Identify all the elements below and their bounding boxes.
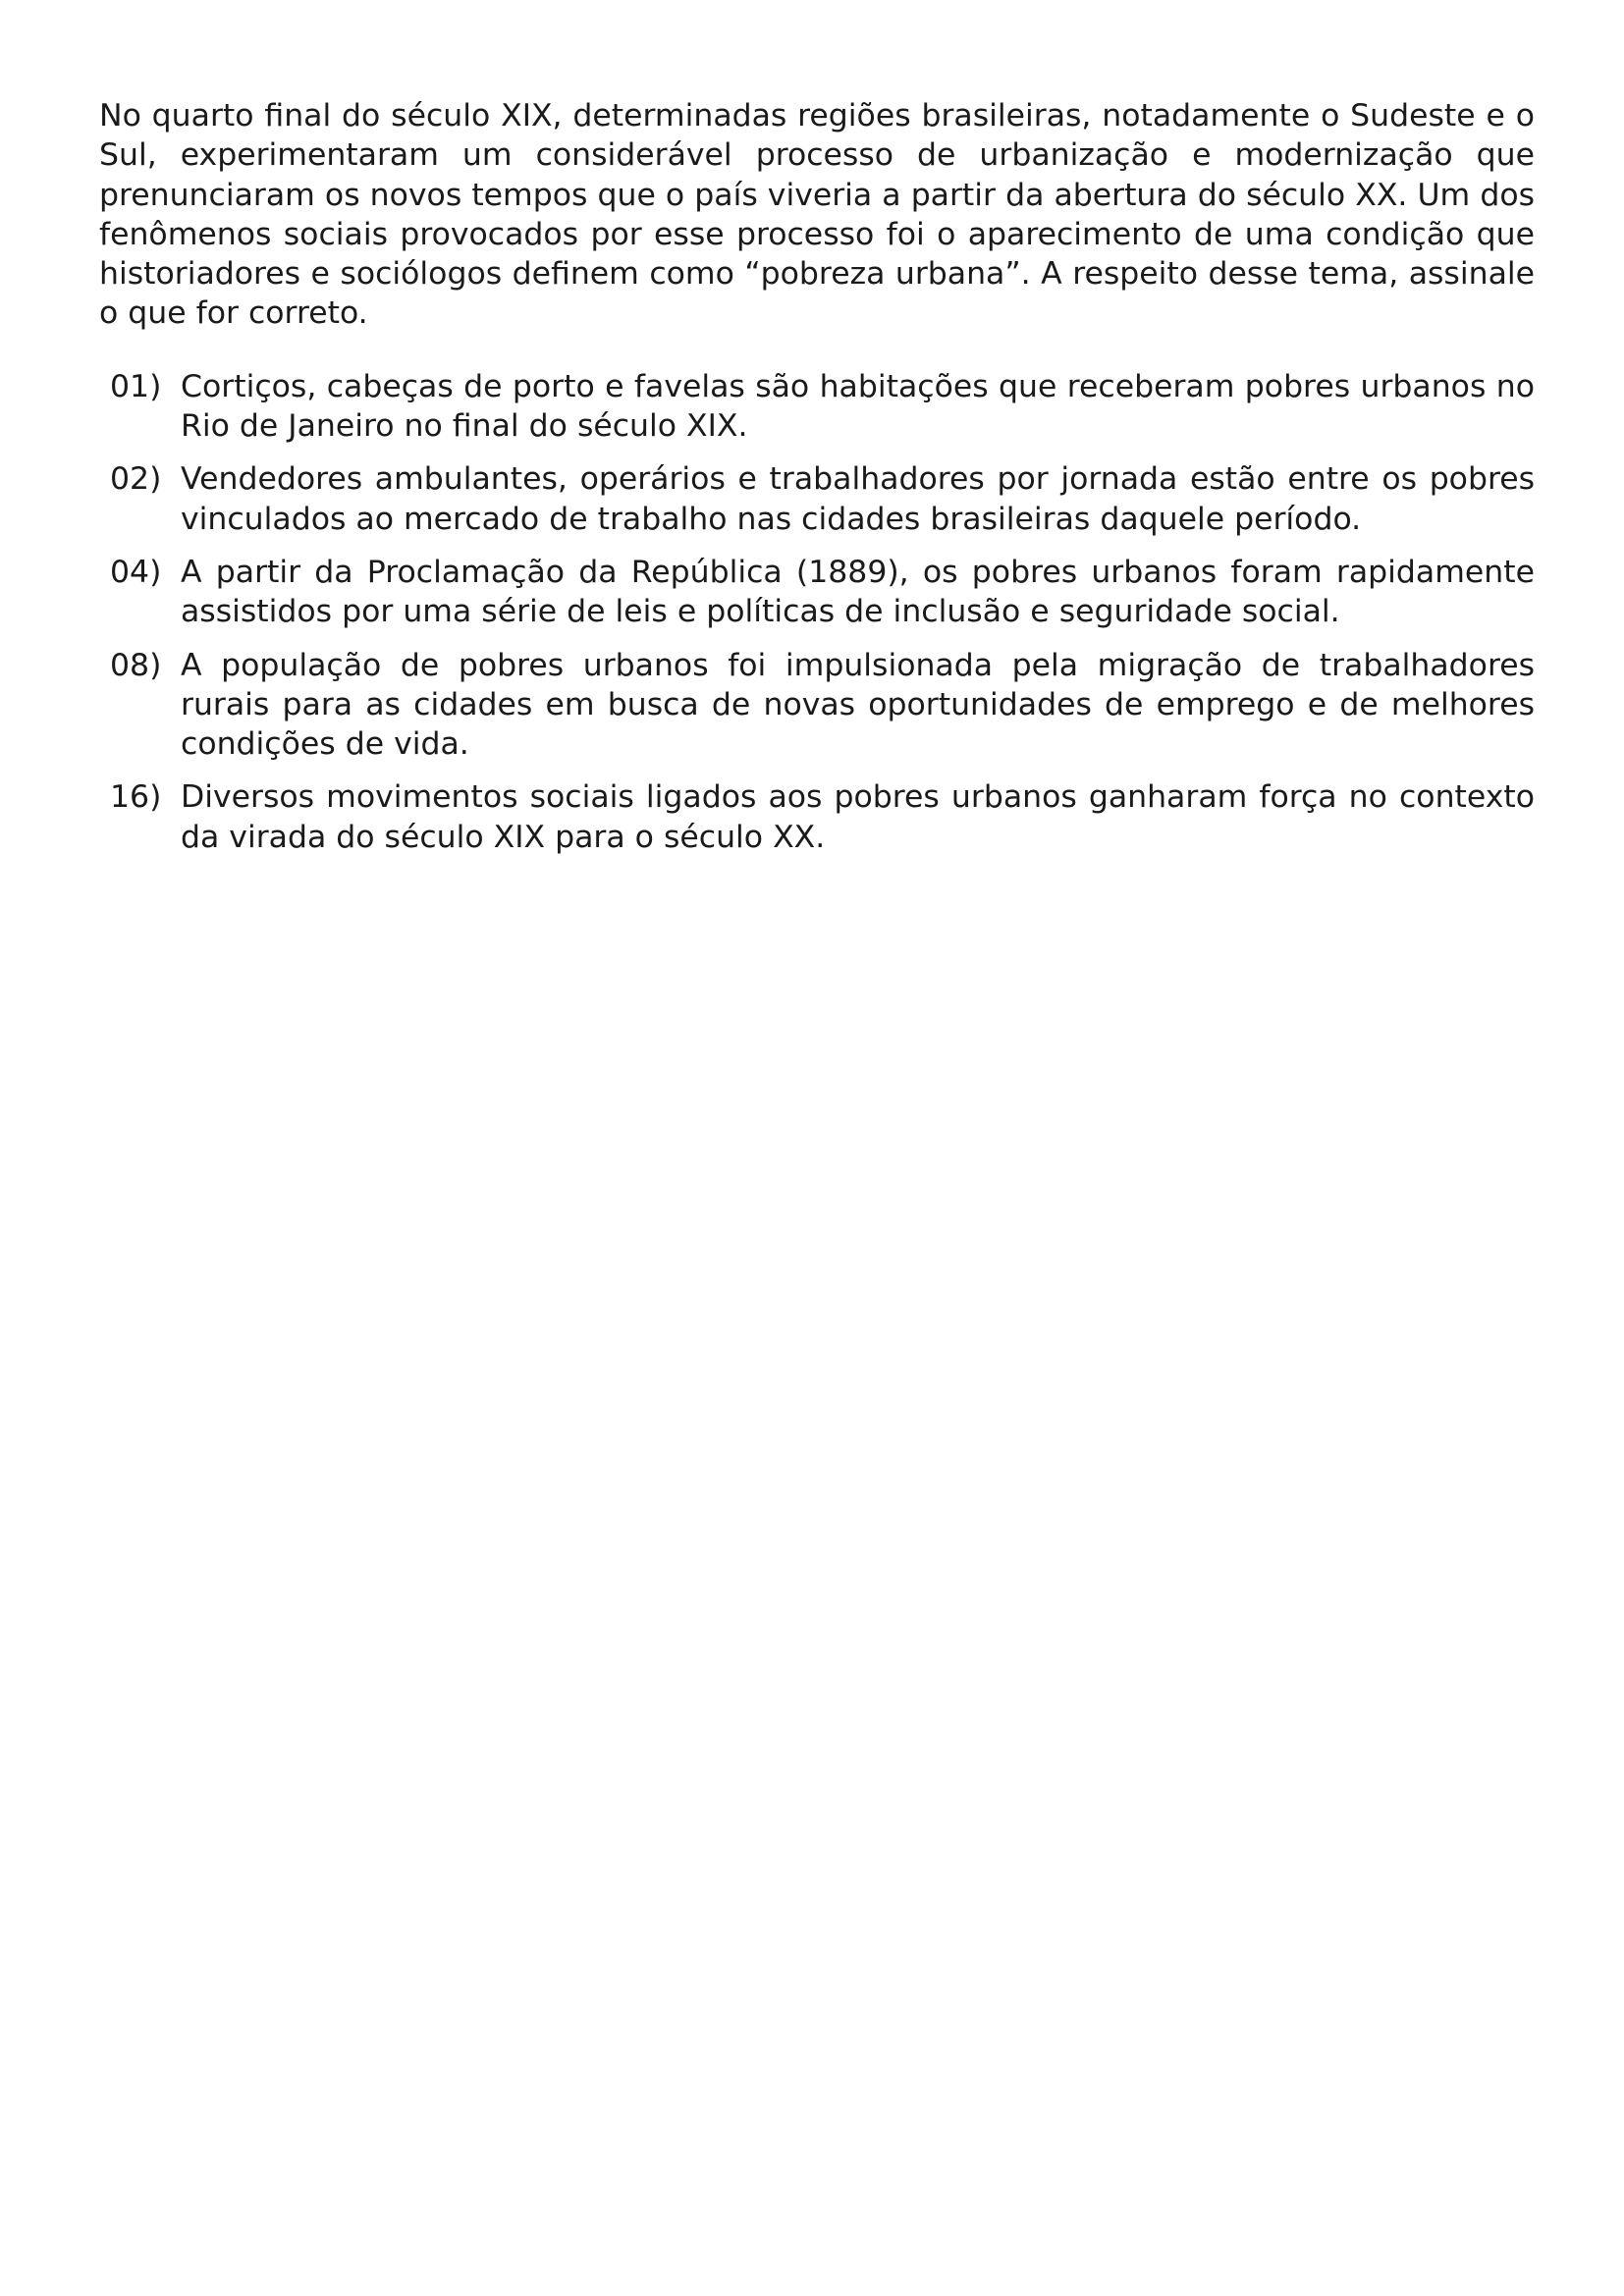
option-text: Cortiços, cabeças de porto e favelas são habitações que receberam pobres urbanos no Rio de Janeiro no final do século XIX. xyxy=(181,368,1535,445)
option-number: 08) xyxy=(110,647,162,683)
option-04 xyxy=(99,553,1535,632)
option-text: Diversos movimentos sociais ligados aos pobres urbanos ganharam força no contexto da virada do século XIX para o século XX. xyxy=(181,779,1535,855)
option-number: 16) xyxy=(110,779,162,816)
option-number: 02) xyxy=(110,461,162,498)
option-number: 04) xyxy=(110,554,162,590)
option-02 xyxy=(99,459,1535,539)
option-number: 01) xyxy=(110,368,162,404)
question-stem: No quarto final do século XIX, determinadas regiões brasileiras, notadamente o Sudeste e o Sul, experimentaram um considerável processo de urbanização e modernização que prenunciaram os novos tempos que o país viveria a partir da abertura do século XX. Um dos fenômenos sociais provocados por esse processo foi o aparecimento de uma condição que historiadores e sociólogos definem como “pobreza urbana”. A respeito desse tema, assinale o que for correto. xyxy=(99,98,1535,332)
option-text: A população de pobres urbanos foi impulsionada pela migração de trabalhadores rurais para as cidades em busca de novas oportunidades de emprego e de melhores condições de vida. xyxy=(181,647,1535,763)
option-text: Vendedores ambulantes, operários e trabalhadores por jornada estão entre os pobres vinculados ao mercado de trabalho nas cidades brasileiras daquele período. xyxy=(181,461,1535,537)
document-page xyxy=(99,96,1535,871)
option-08 xyxy=(99,646,1535,765)
option-text: A partir da Proclamação da República (1889), os pobres urbanos foram rapidamente assistidos por uma série de leis e políticas de inclusão e seguridade social. xyxy=(181,554,1535,630)
option-16 xyxy=(99,777,1535,857)
answer-options-list xyxy=(99,367,1535,857)
option-01 xyxy=(99,367,1535,447)
